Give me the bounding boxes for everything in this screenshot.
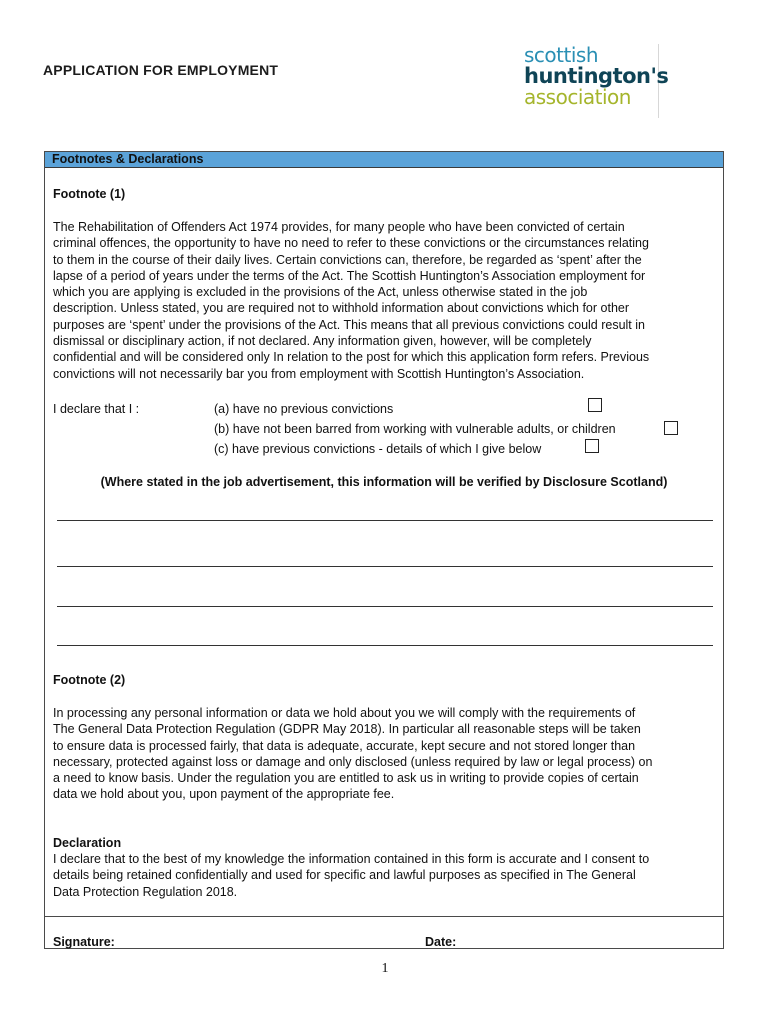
option-b-checkbox[interactable] bbox=[664, 421, 678, 435]
footnote-1-line: to them in the course of their daily lives. Certain convictions can, therefore, be regarded as ‘spent’ after the bbox=[53, 252, 642, 267]
conviction-details-line-4[interactable] bbox=[57, 645, 713, 646]
conviction-details-line-2[interactable] bbox=[57, 566, 713, 567]
signature-row bbox=[45, 916, 723, 949]
footnote-2-line: data we hold about you, upon payment of the appropriate fee. bbox=[53, 787, 395, 802]
declaration-line: I declare that to the best of my knowledge the information contained in this form is accurate and I consent to bbox=[53, 852, 650, 866]
conviction-details-line-1[interactable] bbox=[57, 520, 713, 521]
document-title: APPLICATION FOR EMPLOYMENT bbox=[43, 62, 279, 78]
footnote-1-line: convictions will not necessarily bar you from employment with Scottish Huntington’s Association. bbox=[53, 366, 585, 381]
footnote-2-heading: Footnote (2) bbox=[53, 673, 126, 687]
option-c-checkbox[interactable] bbox=[585, 439, 599, 453]
section-header: Footnotes & Declarations bbox=[45, 152, 723, 168]
footnote-1-line: lapse of a period of years under the terms of the Act. The Scottish Huntington’s Association employment for bbox=[53, 268, 646, 283]
logo-text-scottish: scottish bbox=[524, 43, 598, 67]
footnote-2-line: In processing any personal information or data we hold about you we will comply with the requirements of bbox=[53, 706, 636, 720]
footnote-2-line: a need to know basis. Under the regulation you are entitled to ask us in writing to provide copies of certain bbox=[53, 771, 639, 786]
footnote-1-heading: Footnote (1) bbox=[53, 187, 126, 201]
footnote-1-line: criminal offences, the opportunity to have no need to refer to these convictions or the circumstances relating bbox=[53, 236, 649, 251]
logo-text-association: association bbox=[524, 85, 631, 109]
footnote-1-text bbox=[53, 219, 715, 382]
option-b-label: (b) have not been barred from working with vulnerable adults, or children bbox=[214, 422, 616, 436]
date-label: Date: bbox=[425, 935, 457, 949]
footnote-2-line: necessary, protected against loss or damage and only disclosed (unless required by law or legal process) on bbox=[53, 754, 653, 769]
option-c-label: (c) have previous convictions - details of which I give below bbox=[214, 442, 542, 456]
logo-text-huntingtons: huntington's bbox=[524, 64, 669, 88]
footnote-1-line: confidential and will be considered only In relation to the post for which this application form refers. Previous bbox=[53, 350, 650, 365]
signature-label: Signature: bbox=[53, 935, 115, 949]
footnote-1-line: which you are applying is excluded in the provisions of the Act, unless otherwise stated in the job bbox=[53, 285, 588, 300]
option-a-checkbox[interactable] bbox=[588, 398, 602, 412]
footnote-2-text bbox=[53, 705, 715, 803]
option-a-label: (a) have no previous convictions bbox=[214, 402, 394, 416]
declare-label: I declare that I : bbox=[53, 402, 140, 416]
declaration-text bbox=[53, 851, 715, 900]
verification-note: (Where stated in the job advertisement, this information will be verified by Disclosure Scotland) bbox=[100, 475, 668, 489]
declaration-line: details being retained confidentially and used for specific and lawful purposes as specified in The General bbox=[53, 868, 636, 883]
footnote-2-line: to ensure data is processed fairly, that data is adequate, accurate, kept secure and not stored longer than bbox=[53, 738, 636, 753]
footnotes-declarations-form bbox=[44, 151, 724, 949]
organisation-logo bbox=[524, 43, 669, 118]
footnote-1-line: dismissal or disciplinary action, if not declared. Any information given, however, will be completely bbox=[53, 334, 592, 349]
conviction-details-line-3[interactable] bbox=[57, 606, 713, 607]
footnote-2-line: The General Data Protection Regulation (GDPR May 2018). In particular all reasonable steps will be taken bbox=[53, 722, 641, 737]
footnote-1-line: description. Unless stated, you are required not to withhold information about convictions which for other bbox=[53, 301, 630, 316]
declaration-heading: Declaration bbox=[53, 836, 122, 850]
footnote-1-line: The Rehabilitation of Offenders Act 1974 provides, for many people who have been convicted of certain bbox=[53, 220, 625, 234]
page-number: 1 bbox=[381, 961, 389, 976]
declaration-line: Data Protection Regulation 2018. bbox=[53, 884, 238, 899]
footnote-1-line: purposes are ‘spent’ under the provisions of the Act. This means that all previous convictions could result in bbox=[53, 317, 645, 332]
